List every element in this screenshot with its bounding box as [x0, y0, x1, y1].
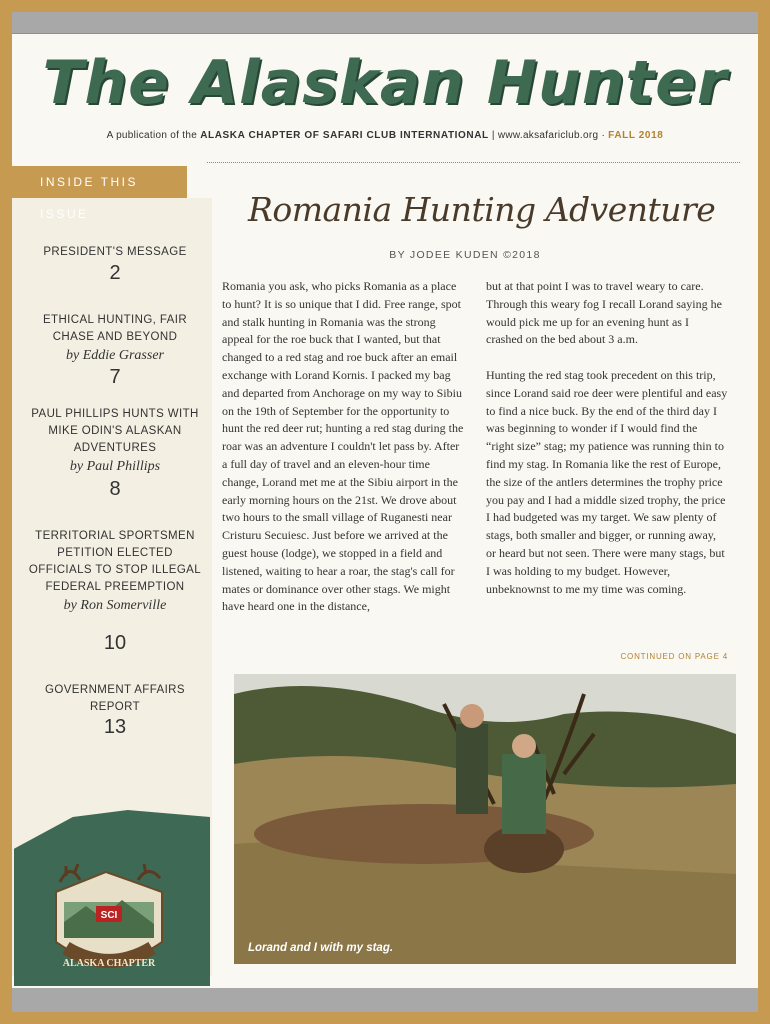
- issue-season: FALL 2018: [608, 130, 664, 141]
- dot-separator: ·: [601, 130, 606, 141]
- inside-this-issue-header: INSIDE THIS ISSUE: [12, 166, 187, 198]
- toc-title: ETHICAL HUNTING, FAIR CHASE AND BEYOND: [42, 314, 188, 343]
- logo-text: ALASKA CHAPTER: [62, 958, 156, 969]
- toc-page-number: 2: [109, 262, 121, 284]
- continued-link[interactable]: CONTINUED ON PAGE 4: [620, 652, 728, 661]
- toc-title: PRESIDENT'S MESSAGE: [43, 246, 187, 258]
- alaska-chapter-seal-icon: [36, 862, 182, 980]
- article-paragraph: but at that point I was to travel weary to care. Through this weary fog I recall Lorand saying he would pick me up for an evening hunt as I crashed on the bed about 3 a.m.: [486, 279, 722, 347]
- stag-photo: [234, 674, 736, 964]
- photo-caption: Lorand and I with my stag.: [248, 942, 394, 954]
- toc-author: by Ron Somerville: [63, 598, 167, 613]
- toc-page-number: 7: [109, 366, 121, 388]
- toc-author: by Eddie Grasser: [66, 348, 164, 363]
- separator: |: [491, 130, 495, 141]
- toc-page-number: 8: [109, 478, 121, 500]
- toc-title: TERRITORIAL SPORTSMEN PETITION ELECTED OFFICIALS TO STOP ILLEGAL FEDERAL PREEMPTION: [28, 530, 202, 593]
- logo-badge: SCI: [100, 910, 118, 921]
- toc-page-number: 13: [103, 716, 127, 738]
- hunting-photo-image: [234, 674, 736, 964]
- masthead-title: The Alaskan Hunter: [42, 48, 728, 118]
- article-paragraph: Hunting the red stag took precedent on this trip, since Lorand said roe deer were plentiful and easy to find a nice buck. By the end of the third day I was beginning to wonder if I would find the “right size” stag; my patience was running thin to find my stag. In Romania like the rest of Europe, the size of the antlers determines the trophy price you pay and I had a middle sized trophy, the price I had budgeted was my target. We saw plenty of stags, both smaller and bigger, or running away, or heard but not seen. There were many stags, but I was holding to my budget. However, unbeknownst to me my time was coming.: [486, 367, 728, 596]
- article-column-1: [222, 278, 466, 616]
- toc-title: GOVERNMENT AFFAIRS REPORT: [45, 684, 185, 713]
- toc-author: by Paul Phillips: [69, 459, 161, 474]
- toc-title: PAUL PHILLIPS HUNTS WITH MIKE ODIN'S ALASKAN ADVENTURES: [31, 408, 199, 454]
- toc-item-presidents-message[interactable]: [26, 244, 204, 261]
- top-bar: [12, 12, 758, 34]
- toc-item-paul-phillips[interactable]: [26, 406, 204, 475]
- masthead-subline: [12, 130, 758, 141]
- article-paragraph: Romania you ask, who picks Romania as a place to hunt? It is so unique that I did. Free range, spot and stalk hunting in Romania was the strong appeal for the roe buck that I wanted, but that changed to a red stag and roe buck after an email exchange with Lorand Kornis. I packed my bag and departed from Anchorage on my way to Sibiu on the 19th of September for the opportunity to hunt the red deer rut; hunting a red stag during the roar was an adventure I couldn't let pass by. After a full day of travel and an eleven-hour time change, Lorand met me at the Sibiu airport in the early morning hours on the 21st. We drove about two hours to the small village of Ruganesti near Cristuru Secuiesc. Just before we arrived at the guest house (lodge), we stopped in a field and listened, waiting to hear a roar, the stag's call for mates or dominance over other stags. We might have heard one in the distance,: [222, 279, 464, 614]
- website-link[interactable]: www.aksafariclub.org: [497, 130, 599, 141]
- masthead-rule: [207, 162, 740, 163]
- bottom-bar: [12, 988, 758, 1012]
- toc-item-ethical-hunting[interactable]: [26, 312, 204, 364]
- article-headline: Romania Hunting Adventure: [248, 190, 716, 229]
- tagline-prefix: A publication of the: [106, 130, 198, 141]
- toc-page-number: 10: [103, 632, 127, 654]
- organization-name: ALASKA CHAPTER OF SAFARI CLUB INTERNATIONAL: [200, 130, 489, 141]
- article-column-2: [486, 278, 728, 598]
- article-byline: BY JODEE KUDEN ©2018: [389, 249, 541, 261]
- toc-item-government-affairs[interactable]: [26, 682, 204, 716]
- toc-item-territorial-sportsmen[interactable]: [26, 528, 204, 614]
